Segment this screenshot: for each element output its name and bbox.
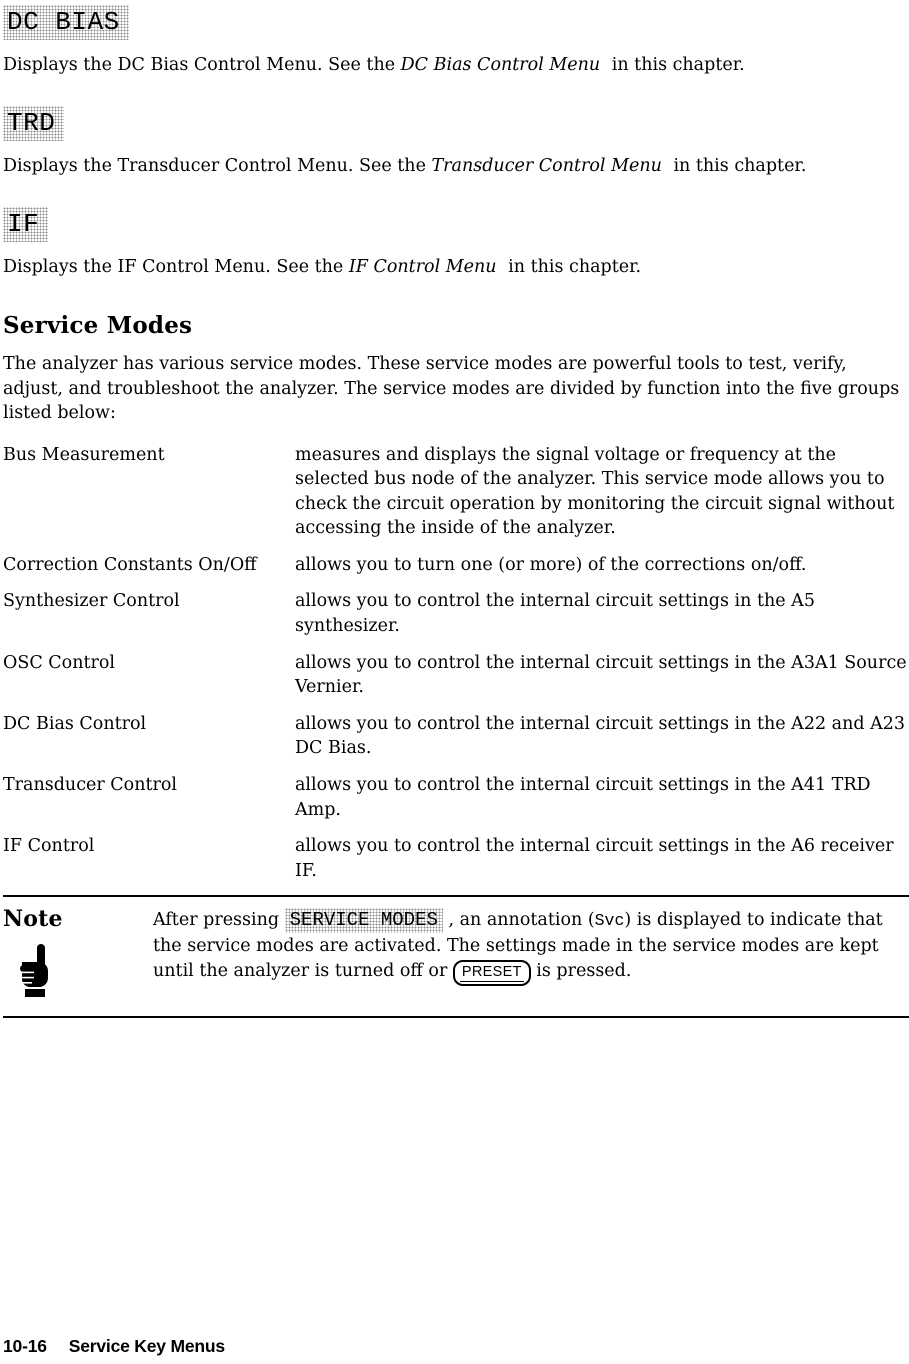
service-mode-definition: allows you to control the internal circuit settings in the A41 TRD Amp.	[295, 775, 871, 820]
section-trd	[3, 106, 909, 178]
service-mode-definition: allows you to control the internal circuit settings in the A3A1 Source Vernier.	[295, 652, 907, 698]
menu-reference-italic: IF Control Menu	[348, 257, 497, 277]
softkey-heading-if: IF	[3, 207, 48, 242]
service-mode-definition: allows you to control the internal circuit settings in the A6 receiver IF.	[295, 836, 894, 881]
footer-chapter-title: Service Key Menus	[68, 1336, 225, 1356]
list-item	[3, 589, 909, 638]
description-text: in this chapter.	[502, 257, 642, 277]
softkey-heading-trd: TRD	[3, 106, 64, 141]
footer-page-number: 10-16	[3, 1336, 47, 1356]
note-text-segment: After pressing	[153, 910, 285, 931]
service-mode-definition: allows you to control the internal circuit settings in the A5 synthesizer.	[295, 591, 815, 637]
section-description	[3, 53, 899, 77]
list-item	[3, 773, 909, 822]
service-modes-list	[3, 443, 909, 884]
service-mode-term: Bus Measurement	[3, 444, 165, 465]
service-mode-term: IF Control	[3, 836, 95, 857]
list-item	[3, 712, 909, 761]
note-text	[153, 906, 909, 1001]
description-text: Displays the IF Control Menu. See the	[3, 257, 349, 277]
list-item	[3, 834, 909, 883]
service-mode-definition: measures and displays the signal voltage or frequency at the selected bus node of the analyzer. This service mode allows you to check the circuit operation by monitoring the circuit signal without accessing the inside of the analyzer.	[295, 444, 895, 539]
menu-reference-italic: Transducer Control Menu	[431, 156, 662, 176]
service-mode-term: Transducer Control	[3, 775, 178, 796]
section-description	[3, 154, 899, 178]
preset-hardkey-label: PRESET	[461, 963, 522, 980]
note-label: Note	[3, 906, 63, 933]
page-footer	[3, 1336, 225, 1357]
list-item	[3, 651, 909, 700]
softkey-heading-dc-bias: DC BIAS	[3, 5, 129, 40]
description-text: Displays the Transducer Control Menu. See the	[3, 156, 432, 176]
section-dc-bias	[3, 5, 909, 77]
section-if	[3, 207, 909, 279]
preset-hardkey	[453, 960, 531, 986]
note-text-segment: is pressed.	[530, 960, 632, 981]
svc-annotation: Svc	[594, 911, 625, 931]
pointing-hand-icon	[15, 943, 153, 1001]
section-description	[3, 255, 899, 279]
service-mode-term: OSC Control	[3, 652, 116, 673]
service-modes-heading: Service Modes	[3, 312, 193, 339]
service-mode-term: DC Bias Control	[3, 713, 147, 734]
service-modes-softkey: SERVICE MODES	[285, 908, 443, 933]
service-mode-definition: allows you to turn one (or more) of the corrections on/off.	[295, 554, 807, 575]
description-text: Displays the DC Bias Control Menu. See the	[3, 55, 401, 75]
menu-reference-italic: DC Bias Control Menu	[400, 55, 601, 75]
service-mode-term: Synthesizer Control	[3, 591, 180, 612]
service-mode-definition: allows you to control the internal circuit settings in the A22 and A23 DC Bias.	[295, 713, 906, 759]
note-sidebar	[3, 906, 153, 1001]
note-text-segment: ) is displayed to indicate that the service modes are activated. The settings made in the service modes are kept until the analyzer is turned off or	[153, 910, 883, 981]
list-item	[3, 553, 909, 578]
description-text: in this chapter.	[667, 156, 807, 176]
note-block	[3, 895, 909, 1018]
service-modes-intro: The analyzer has various service modes. These service modes are powerful tools to test, verify, adjust, and troubleshoot the analyzer. The service modes are divided by function into the five groups listed below:	[3, 354, 900, 423]
description-text: in this chapter.	[606, 55, 745, 75]
note-text-segment: , an annotation (	[442, 910, 595, 931]
list-item	[3, 443, 909, 541]
service-mode-term: Correction Constants On/Off	[3, 554, 257, 575]
